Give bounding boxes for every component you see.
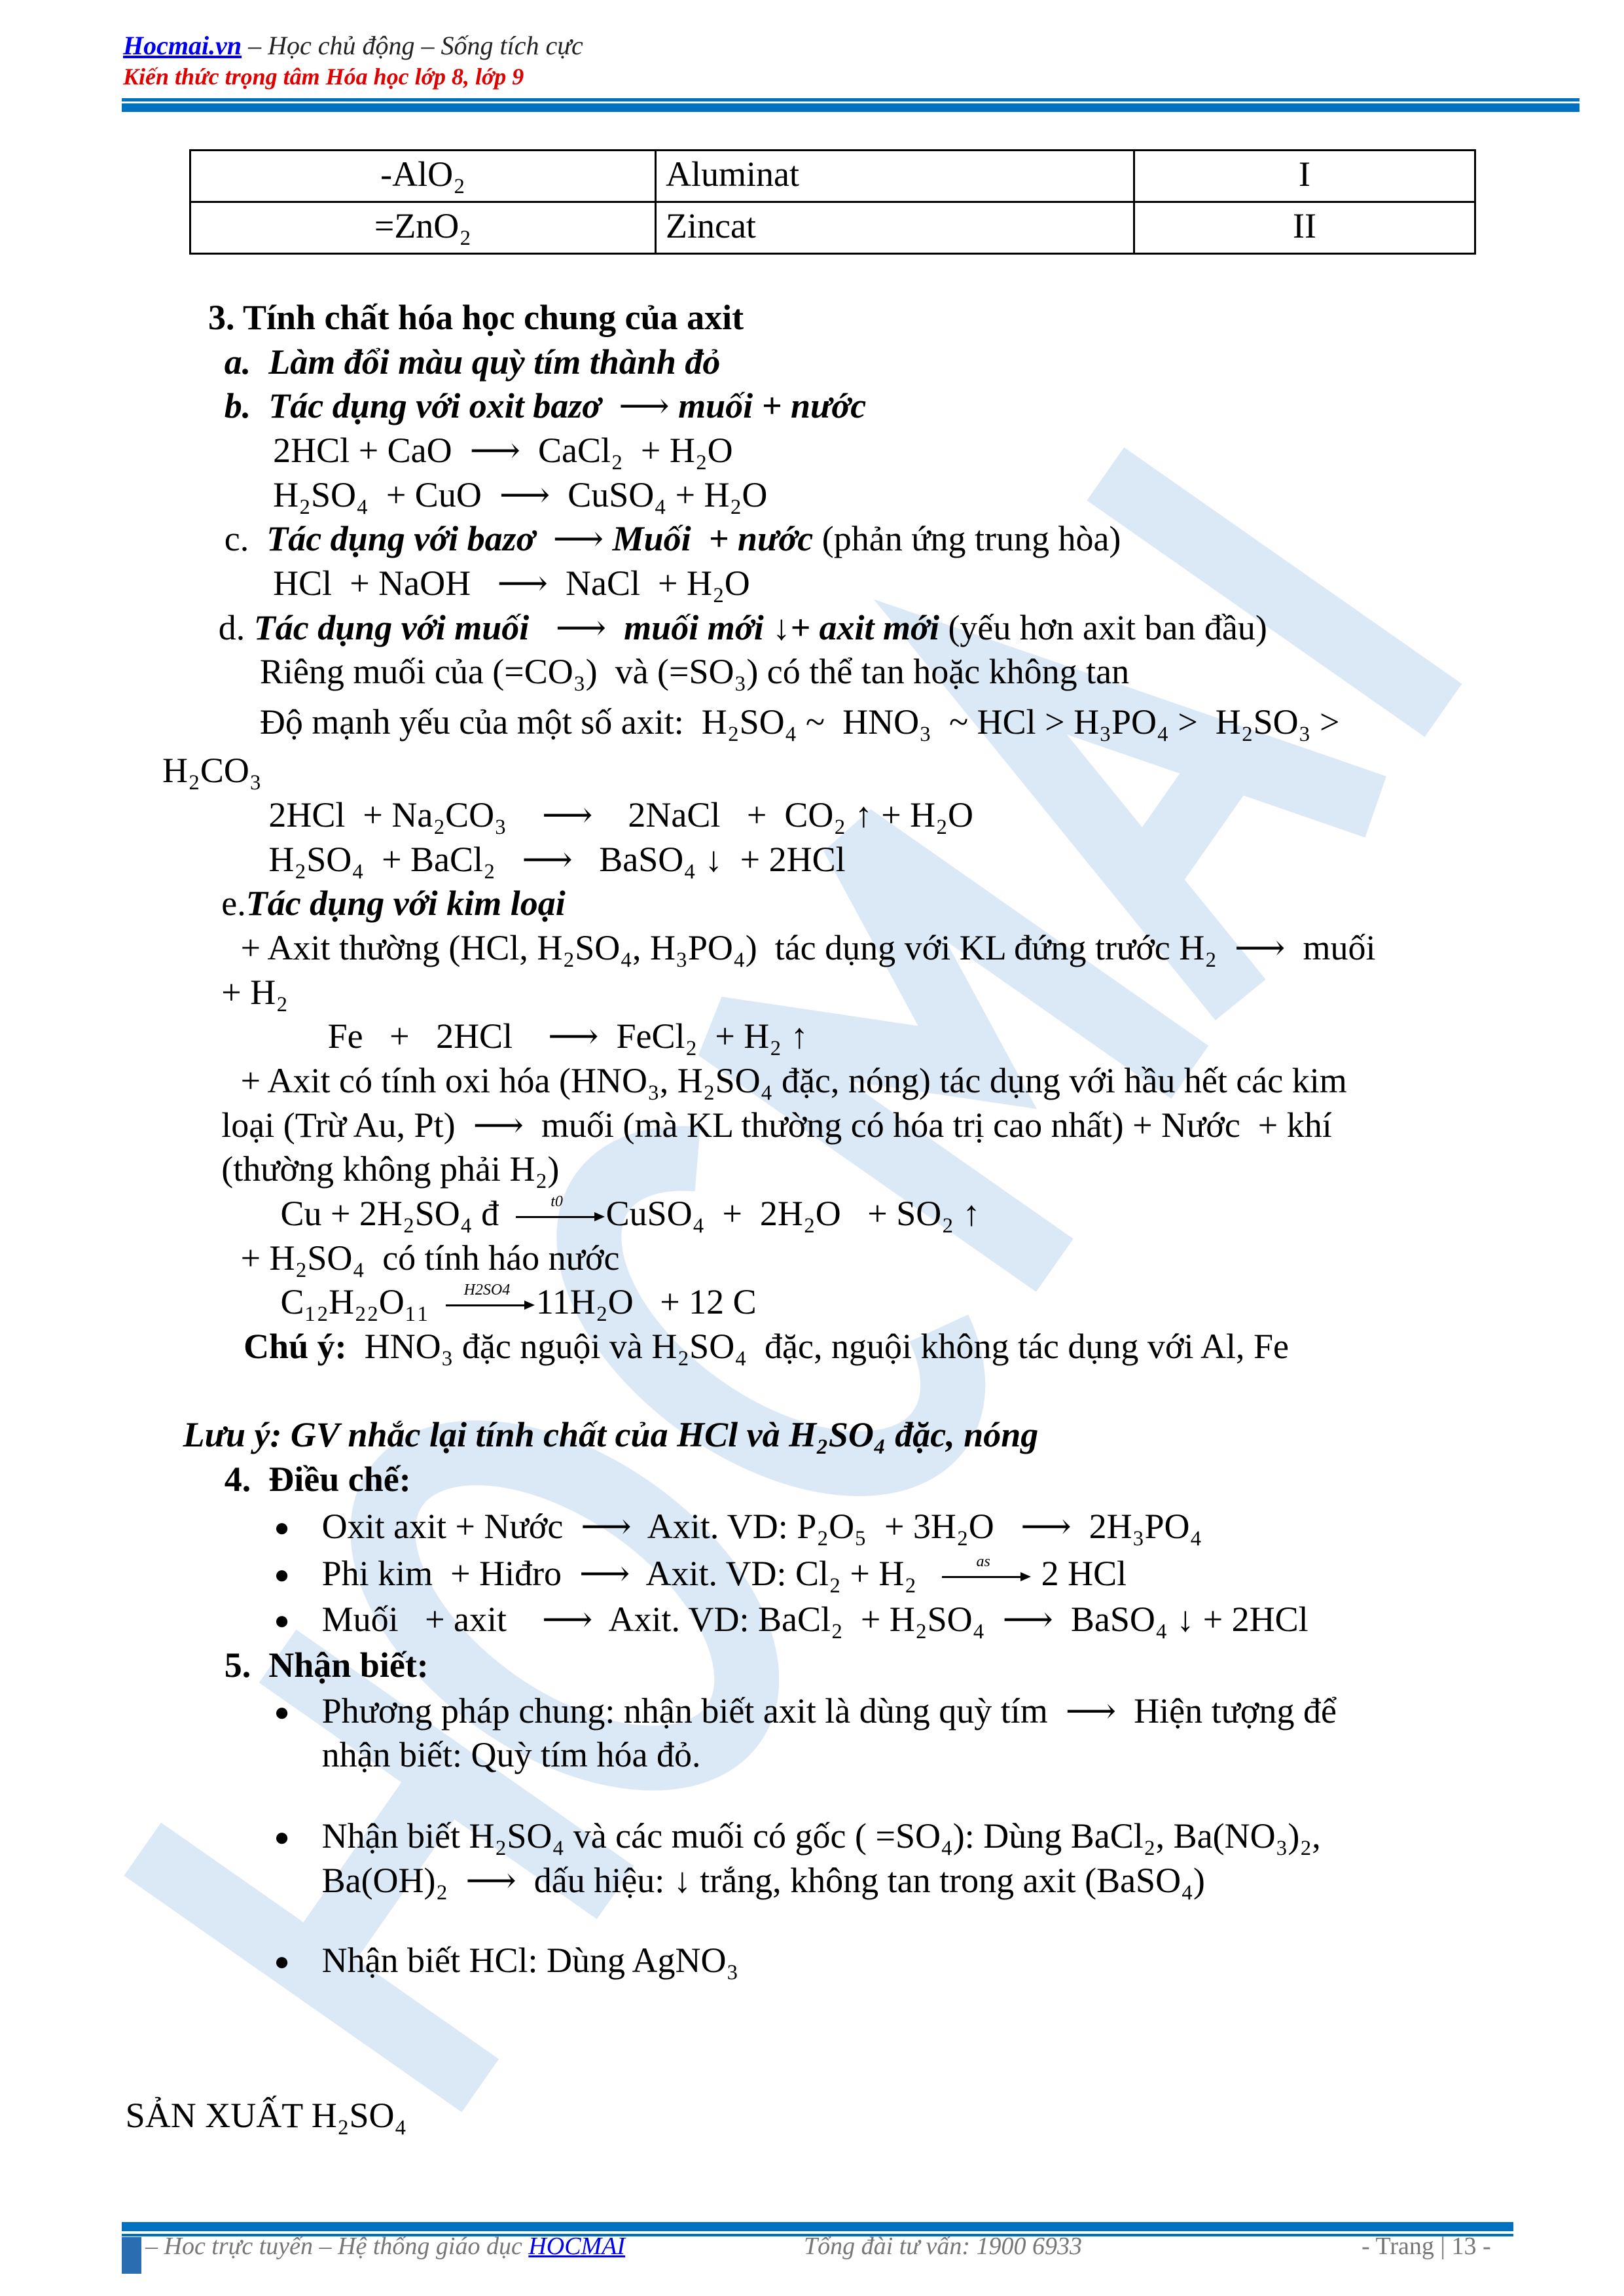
text-line [268, 794, 973, 836]
text-segment: Fe + 2HCl ⟶ FeCl₂ + H₂ ↑ [327, 1016, 808, 1056]
text-line [183, 1414, 1039, 1456]
text-line [322, 1505, 1202, 1547]
footer-hotline: Tổng đài tư vấn: 1900 6933 [804, 2233, 1082, 2260]
text-segment: 2HCl + CaO ⟶ CaCl₂ + H₂O [273, 431, 733, 471]
text-line [225, 518, 1121, 560]
text-segment: HNO₃ đặc nguội và H₂SO₄ đặc, nguội không tác dụng với Al, Fe [346, 1326, 1289, 1366]
footer-tagline [145, 2232, 625, 2261]
text-segment: Phi kim + Hiđro ⟶ Axit. VD: Cl₂ + H₂ [321, 1554, 935, 1594]
bullet-icon: ● [274, 1946, 290, 1976]
text-segment: Tác dụng với kim loại [245, 884, 566, 924]
text-line [225, 1458, 411, 1500]
text-line [322, 1552, 1127, 1594]
text-line [241, 1237, 620, 1279]
header-rule-thin [122, 98, 1579, 101]
text-segment: Nhận biết H₂SO₄ và các muối có gốc ( =SO₄): Dùng BaCl₂, Ba(NO₃)₂, [321, 1816, 1321, 1856]
text-segment: ⟶ [544, 519, 613, 559]
bullet-icon: ● [274, 1822, 290, 1852]
text-segment: H₂CO₃ [162, 751, 262, 791]
site-link[interactable]: Hocmai.vn [123, 31, 242, 60]
text-segment: 2HCl + Na₂CO₃ ⟶ 2NaCl + CO₂ ↑ + H₂O [268, 795, 973, 834]
text-segment: e. [221, 884, 246, 924]
arrow-shaft-icon [942, 1576, 1022, 1578]
text-segment: Độ mạnh yếu của một số axit: H₂SO₄ ~ HNO₃ ~ HCl > H₃PO₄ > H₂SO₃ > [259, 702, 1340, 742]
text-segment: (phản ứng trung hòa) [813, 519, 1121, 559]
text-line [322, 1598, 1308, 1640]
text-line [322, 1939, 739, 1981]
text-line [221, 882, 565, 924]
text-segment: Ba(OH)₂ ⟶ dấu hiệu: ↓ trắng, không tan trong axit (BaSO₄) [321, 1861, 1205, 1901]
table-cell: II [1134, 202, 1475, 254]
reaction-arrow-icon [438, 1282, 536, 1318]
bullet-icon: ● [274, 1605, 290, 1635]
bullet-icon: ● [274, 1696, 290, 1727]
text-line [268, 838, 845, 880]
table-cell: I [1134, 151, 1475, 202]
text-line [208, 296, 744, 338]
text-segment: Chú ý: [244, 1326, 347, 1366]
text-line [273, 429, 732, 471]
text-line [241, 927, 1376, 969]
text-segment: ⟶ [609, 386, 679, 426]
footer-hocmai-link[interactable]: HOCMAI [528, 2233, 626, 2260]
text-line [273, 474, 767, 516]
text-line [225, 1644, 429, 1686]
text-segment: 5. Nhận biết: [224, 1645, 429, 1685]
text-segment: loại (Trừ Au, Pt) ⟶ muối (mà KL thường có hóa trị cao nhất) + Nước + khí [221, 1105, 1332, 1145]
table-cell: Aluminat [656, 151, 1134, 202]
text-line [241, 1060, 1347, 1102]
header-rule-thick [122, 103, 1579, 112]
text-segment: Lưu ý: GV nhắc lại tính chất của HCl và H₂SO₄ đặc, nóng [183, 1415, 1039, 1455]
text-segment: Riêng muối của (=CO₃) và (=SO₃) có thể tan hoặc không tan [259, 652, 1130, 692]
table-row [190, 202, 1475, 254]
text-line [328, 1015, 808, 1057]
text-segment: + H₂SO₄ có tính háo nước [240, 1238, 620, 1278]
text-segment: CuSO₄ + 2H₂O + SO₂ ↑ [605, 1193, 981, 1233]
table-row [190, 151, 1475, 202]
table-cell: =ZnO₂ [190, 202, 656, 254]
text-line [322, 1815, 1321, 1857]
text-segment: muối mới ↓+ axit mới [624, 607, 939, 647]
table-cell: Zincat [656, 202, 1134, 254]
text-segment: c. [224, 519, 267, 559]
text-segment: SẢN XUẤT H₂SO₄ [125, 2095, 407, 2135]
text-line [244, 1325, 1289, 1367]
table-cell: -AlO₂ [190, 151, 656, 202]
arrow-condition: H2SO4 [463, 1282, 511, 1299]
arrow-shaft-icon [516, 1216, 596, 1218]
text-segment: C₁₂H₂₂O₁₁ [280, 1282, 438, 1322]
text-segment: H₂SO₄ + CuO ⟶ CuSO₄ + H₂O [273, 475, 768, 514]
reaction-arrow-icon [508, 1194, 606, 1229]
text-line [273, 562, 750, 604]
text-segment: (yếu hơn axit ban đầu) [939, 607, 1267, 647]
text-segment: Muối + nước [612, 519, 814, 559]
bullet-icon: ● [274, 1512, 290, 1542]
hocmai-logo-icon [122, 2237, 141, 2274]
text-segment: Phương pháp chung: nhận biết axit là dùng quỳ tím ⟶ Hiện tượng để [321, 1691, 1337, 1731]
footer-text: – Hoc trực tuyến – Hệ thống giáo dục [145, 2233, 529, 2260]
text-line [260, 651, 1129, 692]
text-line [260, 701, 1340, 743]
text-line [322, 1734, 701, 1776]
text-line [221, 971, 288, 1013]
text-segment: Cu + 2H₂SO₄ đ [280, 1193, 508, 1233]
arrow-condition: t0 [550, 1193, 563, 1210]
arrow-condition: as [976, 1553, 990, 1571]
text-line [322, 1690, 1337, 1732]
text-segment: d. [218, 607, 254, 647]
text-segment: H₂SO₄ + BaCl₂ ⟶ BaSO₄ ↓ + 2HCl [268, 839, 846, 879]
text-segment: 3. Tính chất hóa học chung của axit [208, 298, 744, 338]
text-line [126, 2094, 407, 2136]
text-segment: + Axit có tính oxi hóa (HNO₃, H₂SO₄ đặc, nóng) tác dụng với hầu hết các kim [240, 1060, 1347, 1100]
text-segment: muối + nước [678, 386, 867, 426]
header-line [123, 30, 583, 61]
anion-table [189, 149, 1476, 255]
text-segment: Tác dụng với bazơ [266, 519, 545, 559]
text-segment: 4. Điều chế: [224, 1459, 411, 1499]
text-segment: Tác dụng với muối [253, 607, 538, 647]
page-number: - Trang | 13 - [1362, 2233, 1491, 2260]
text-segment: ⟶ [537, 607, 624, 647]
header-subtitle: Kiến thức trọng tâm Hóa học lớp 8, lớp 9 [123, 63, 524, 90]
reaction-arrow-icon [934, 1554, 1032, 1589]
text-segment: Nhận biết HCl: Dùng AgNO₃ [321, 1940, 739, 1980]
bullet-icon: ● [274, 1560, 290, 1590]
text-line [280, 1281, 756, 1323]
text-line [221, 1104, 1332, 1146]
arrow-shaft-icon [446, 1304, 526, 1306]
text-line [322, 1859, 1205, 1901]
text-segment: a. Làm đổi màu quỳ tím thành đỏ [224, 342, 721, 382]
text-line [280, 1193, 980, 1234]
text-segment: 2 HCl [1032, 1554, 1127, 1594]
text-segment: b. Tác dụng với oxit bazơ [224, 386, 610, 426]
text-line [221, 1148, 559, 1190]
text-segment: (thường không phải H₂) [221, 1149, 560, 1189]
text-segment: Muối + axit ⟶ Axit. VD: BaCl₂ + H₂SO₄ ⟶ BaSO₄ ↓ + 2HCl [321, 1599, 1308, 1639]
text-segment: HCl + NaOH ⟶ NaCl + H₂O [273, 563, 750, 603]
footer-rule-thick [122, 2222, 1513, 2231]
text-segment: + H₂ [221, 972, 289, 1012]
text-line [219, 607, 1267, 649]
text-segment: nhận biết: Quỳ tím hóa đỏ. [321, 1735, 701, 1775]
text-segment: Oxit axit + Nước ⟶ Axit. VD: P₂O₅ + 3H₂O ⟶ 2H₃PO₄ [321, 1506, 1202, 1546]
text-line [225, 341, 721, 383]
text-line [162, 749, 262, 791]
text-segment: 11H₂O + 12 C [535, 1282, 757, 1322]
slogan: – Học chủ động – Sống tích cực [242, 31, 583, 60]
text-segment: + Axit thường (HCl, H₂SO₄, H₃PO₄) tác dụng với KL đứng trước H₂ ⟶ muối [240, 927, 1376, 967]
text-line [225, 385, 867, 427]
